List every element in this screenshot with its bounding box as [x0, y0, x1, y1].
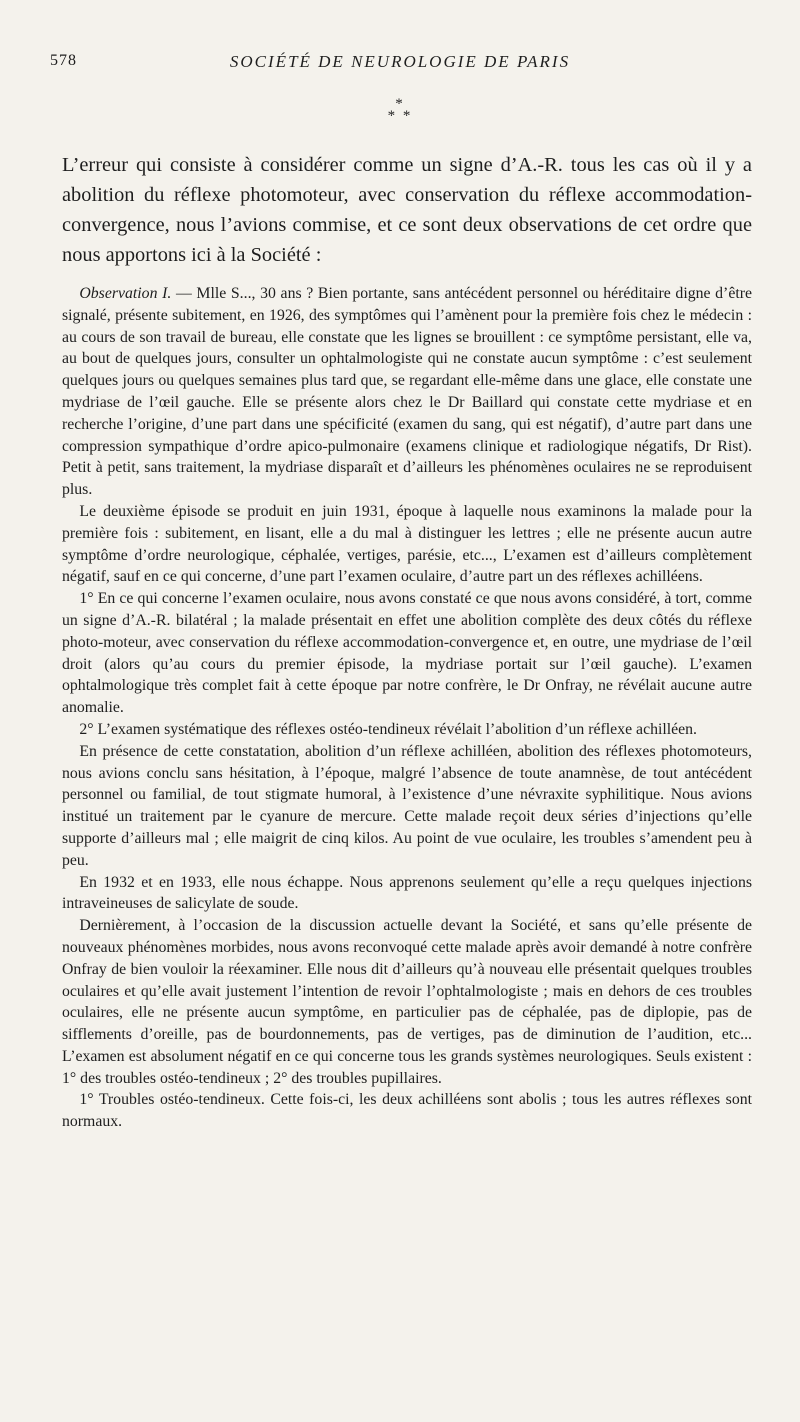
paragraph-diagnosis: En présence de cette constatation, abolition d’un réflexe achilléen, abolition des réflexes photomoteurs, nous avions conclu sans hésitation, à l’époque, malgré l’absence de toute anamnèse, de tout antécédent personnel ou familial, de tout stigmate humoral, à l’existence d’une névraxite syphilitique. Nous avions institué un traitement par le cyanure de mercure. Cette malade reçoit deux séries d’injections qu’elle supporte d’ailleurs mal ; elle maigrit de cinq kilos. Au point de vue oculaire, les troubles s’amendent peu à peu. — [62, 742, 752, 869]
paragraph-second-episode: Le deuxième épisode se produit en juin 1931, époque à laquelle nous examinons la malade pour la première fois : subitement, en lisant, elle a du mal à distinguer les lettres ; elle ne présente aucun autre symptôme d’ordre neurologique, céphalée, vertiges, parésie, etc..., L’examen est d’ailleurs complètement négatif, sauf en ce qui concerne, d’une part l’examen oculaire, d’autre part un des réflexes achilléens. — [62, 502, 752, 586]
section-separator: * * * — [387, 96, 413, 124]
paragraph-ocular-exam: 1° En ce qui concerne l’examen oculaire, nous avons constaté ce que nous avons considéré, à tort, comme un signe d’A.-R. bilatéral ; la malade présentait en effet une abolition complète des deux côtés du réflexe photo-moteur, avec conservation du réflexe accommodation-convergence et, en outre, une mydriase de l’œil droit (alors qu’au cours du premier épisode, la mydriase portait sur l’œil gauche). L’examen ophtalmologique très complet fait à cette époque par notre confrère, le Dr Onfray, ne révélait aucune autre anomalie. — [62, 590, 752, 717]
paragraph-1932-1933: En 1932 et en 1933, elle nous échappe. Nous apprenons seulement qu’elle a reçu quelques injections intraveineuses de salicylate de soude. — [62, 873, 752, 913]
paragraph-recent-exam: Dernièrement, à l’occasion de la discussion actuelle devant la Société, et sans qu’elle présente de nouveaux phénomènes morbides, nous avons reconvoqué cette malade après avoir demandé à notre confrère Onfray de bien vouloir la réexaminer. Elle nous dit d’ailleurs qu’à nouveau elle présentait quelques troubles oculaires et qu’elle avait justement l’intention de revoir l’ophtalmologiste ; mais en dehors de ces troubles oculaires, elle ne présente aucun symptôme, en particulier pas de céphalée, pas de diplopie, pas de sifflements d’oreille, pas de bourdonnements, pas de vertiges, pas de diminution de l’audition, etc... L’examen est absolument négatif en ce qui concerne tous les grands systèmes neurologiques. Seuls existent : 1° des troubles ostéo-tendineux ; 2° des troubles pupillaires. — [62, 917, 752, 1087]
paragraph-osteo-tendinous: 1° Troubles ostéo-tendineux. Cette fois-ci, les deux achilléens sont abolis ; tous les autres réflexes sont normaux. — [62, 1091, 752, 1131]
page-header — [50, 52, 750, 76]
paragraph-reflex-exam: 2° L’examen systématique des réflexes ostéo-tendineux révélait l’abolition d’un réflexe achilléen. — [79, 720, 698, 738]
observation-text — [62, 283, 752, 1133]
paragraph-observation-1 — [62, 283, 752, 501]
paragraph-text: — Mlle S..., 30 ans ? Bien portante, sans antécédent personnel ou héréditaire digne d’être signalé, présente subitement, en 1926, des symptômes qui l’amènent pour la première fois chez le médecin : au cours de son travail de bureau, elle constate que les lignes se brouillent : ce symptôme persistant, elle va, au bout de quelques jours, consulter un ophtalmologiste qui ne constate aucun symptôme : c’est seulement quelques jours ou quelques semaines plus tard que, se regardant elle-même dans une glace, elle constate une mydriase de l’œil gauche. Elle se présente alors chez le Dr Baillard qui constate cette mydriase et en recherche l’origine, d’une part dans une spécificité (examen du sang, qui est négatif), d’autre part dans une compression sympathique d’ordre apico-pulmonaire (examens clinique et radiologique négatifs, Dr Rist). Petit à petit, sans traitement, la mydriase disparaît et d’ailleurs les phénomènes oculaires ne se reproduisent plus. — [62, 285, 752, 499]
intro-paragraph: L’erreur qui consiste à considérer comme un signe d’A.-R. tous les cas où il y a abolition du réflexe photomoteur, avec conservation du réflexe accommodation-convergence, nous l’avions commise, et ce sont deux observations de cet ordre que nous apportons ici à la Société : — [62, 154, 752, 266]
running-title: SOCIÉTÉ DE NEUROLOGIE DE PARIS — [229, 52, 571, 71]
observation-heading: Observation I. — [79, 285, 172, 302]
page-number: 578 — [50, 52, 77, 69]
